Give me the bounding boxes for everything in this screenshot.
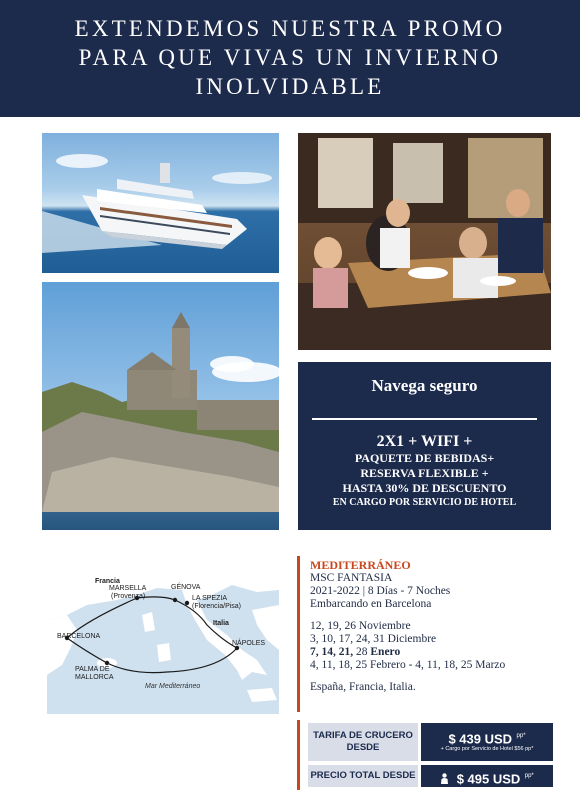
total-price-value-cell [421,765,553,787]
map-label-francia: Francia [95,578,120,585]
dates-january-month: Enero [370,646,401,658]
promo-benefits-box [298,362,551,530]
header-line-1: EXTENDEMOS NUESTRA PROMO [74,16,506,41]
cruise-fare-value-cell [421,723,553,761]
total-price-label: PRECIO TOTAL DESDE [308,765,418,787]
map-label-provenza: (Provenza) [111,593,146,600]
cruise-fare-label-line-2: DESDE [346,742,380,753]
map-label-florencia: (Florencia/Pisa) [192,603,242,610]
coastal-castle-photo [42,282,279,530]
header-line-2: PARA QUE VIVAS UN INVIERNO [78,45,502,70]
promo-benefit-1: 2X1 + WIFI + [376,433,473,450]
dates-december: 3, 10, 17, 24, 31 Diciembre [310,633,437,645]
dates-january-bold: 7, 14, 21, [310,646,354,658]
cruise-ship-illustration [42,133,279,273]
cruise-fare-label-line-1: TARIFA DE CRUCERO [313,730,413,741]
cruise-fare-label [308,723,418,761]
cruise-fare-note: + Cargo por Servicio de Hotel $56 pp* [440,746,534,753]
dates-january [310,646,553,659]
itinerary-duration: 2021-2022 | 8 Días - 7 Noches [310,585,451,597]
promo-benefit-3: RESERVA FLEXIBLE + [360,466,489,480]
dates-feb-mar: 4, 11, 18, 25 Febrero - 4, 11, 18, 25 Marzo [310,659,506,671]
promo-benefits-list [298,432,551,509]
promo-divider [312,418,537,420]
map-label-sea: Mar Mediterráneo [145,683,201,690]
itinerary-countries: España, Francia, Italia. [310,681,416,693]
promo-benefit-5: EN CARGO POR SERVICIO DE HOTEL [332,497,517,508]
map-label-barcelona: BARCELONA [57,633,101,640]
map-label-italia: Italia [213,620,229,627]
promo-header [0,0,580,117]
person-icon [440,773,449,784]
itinerary-map [47,560,279,714]
dates-january-normal: 28 [353,646,371,658]
header-line-3: INOLVIDABLE [195,74,385,99]
map-label-marsella: MARSELLA [109,585,147,592]
map-label-la-spezia: LA SPEZIA [192,595,228,602]
family-dining-photo [298,133,551,350]
map-label-genova: GÉNOVA [171,584,201,591]
pricing-table [297,720,553,790]
itinerary-ship: MSC FANTASIA [310,572,393,584]
promo-benefit-2: PAQUETE DE BEBIDAS+ [354,451,495,465]
family-dining-illustration [298,133,551,350]
total-price-row [308,765,553,787]
castle-on-cliff-illustration [42,282,279,530]
cruise-fare-value: $ 439 USD [448,731,513,747]
cruise-fare-sup: pp* [516,733,526,739]
map-label-palma-1: PALMA DE [75,666,110,673]
map-label-palma-2: MALLORCA [75,674,114,681]
itinerary-region: MEDITERRÁNEO [310,558,411,572]
total-price-sup: pp* [524,773,534,779]
promo-benefit-4: HASTA 30% DE DESCUENTO [342,481,507,495]
dates-november: 12, 19, 26 Noviembre [310,620,411,632]
itinerary-details [297,556,553,712]
total-price-value: $ 495 USD [456,771,521,787]
map-label-napoles: NÁPOLES [232,640,266,647]
promo-title: Navega seguro [371,376,478,395]
cruise-fare-row [308,723,553,761]
cruise-ship-photo [42,133,279,273]
itinerary-embark: Embarcando en Barcelona [310,598,432,610]
